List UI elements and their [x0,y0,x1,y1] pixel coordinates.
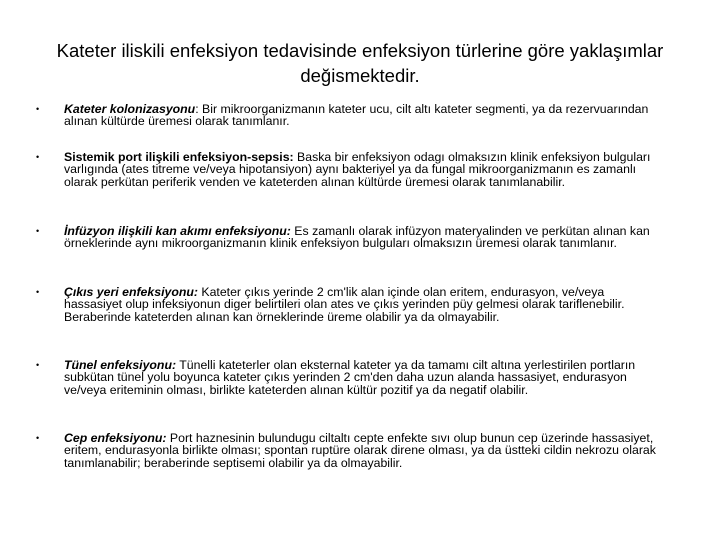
bullet-text [64,151,664,188]
bullet-term: İnfüzyon ilişkili kan akımı enfeksiyonu: [64,224,291,238]
bullet-term: Kateter kolonizasyonu [64,102,196,116]
bullet-icon: • [36,152,40,162]
bullet-term: Sistemik port ilişkili enfeksiyon-sepsis: [64,150,294,164]
slide-title: Kateter iliskili enfeksiyon tedavisinde enfeksiyon türlerine göre yaklaşımlar değismektedir. [56,40,664,86]
bullet-term: Tünel enfeksiyonu: [64,358,177,372]
bullet-text [64,359,664,396]
bullet-text [64,286,664,323]
bullet-term: Cep enfeksiyonu: [64,431,167,445]
bullet-description: Port haznesinin bulundugu ciltaltı cepte enfekte sıvı olup bunun cep üzerinde hassasiyet, eritem, endurasyonla birlikte olması; spontan ruptüre olarak direne olması, ya da üstteki cildin nekrozu olarak tanımlanabilir; beraberinde septisemi olabilir ya da olmayabilir. [64,431,656,470]
bullet-separator: : [195,102,203,116]
bullet-text [64,103,664,128]
bullet-text [64,225,664,250]
bullet-description: Es zamanlı olarak infüzyon materyalinden ve perkütan alınan kan örneklerinde aynı mikroorganizmanın klinik enfeksiyon bulguları olmaksızın üremesi olarak tanımlanır. [64,224,650,251]
bullet-term: Çıkıs yeri enfeksiyonu: [64,285,198,299]
bullet-icon: • [36,433,40,443]
bullet-description: Kateter çıkıs yerinde 2 cm'lik alan içinde olan eritem, endurasyon, ve/veya hassasiyet olup infeksiyonun diger belirtileri olan ates ve çıkıs yerinden püy gelmesi olarak tariflenebilir. Beraberinde kateterden alınan kan örneklerinde üreme olabilir ya da olmayabilir. [64,285,625,324]
bullet-text [64,432,664,469]
bullet-icon: • [36,360,40,370]
bullet-description: Tünelli kateterler olan eksternal kateter ya da tamamı cilt altına yerlestirilen portların subkütan tünel yolu boyunca kateter çıkıs yerinden 2 cm'den daha uzun alanda hassasiyet, endurasyon ve/veya eriteminin olması, birlikte kateterden alınan kültür pozitif ya da negatif olabilir. [64,358,636,397]
bullet-icon: • [36,287,40,297]
bullet-description: Bir mikroorganizmanın kateter ucu, cilt altı kateter segmenti, ya da rezervuarından alınan kültürde üremesi olarak tanımlanır. [64,102,649,129]
bullet-description: Baska bir enfeksiyon odagı olmaksızın klinik enfeksiyon bulguları varlıgında (ates titreme ve/veya hipotansiyon) aynı bakteriyel ya da fungal mikroorganizmanın es zamanlı olarak perkütan periferik venden ve kateterden alınan kültürde üremesi olarak tanımlanabilir. [64,150,651,189]
bullet-icon: • [36,104,40,114]
bullet-icon: • [36,226,40,236]
